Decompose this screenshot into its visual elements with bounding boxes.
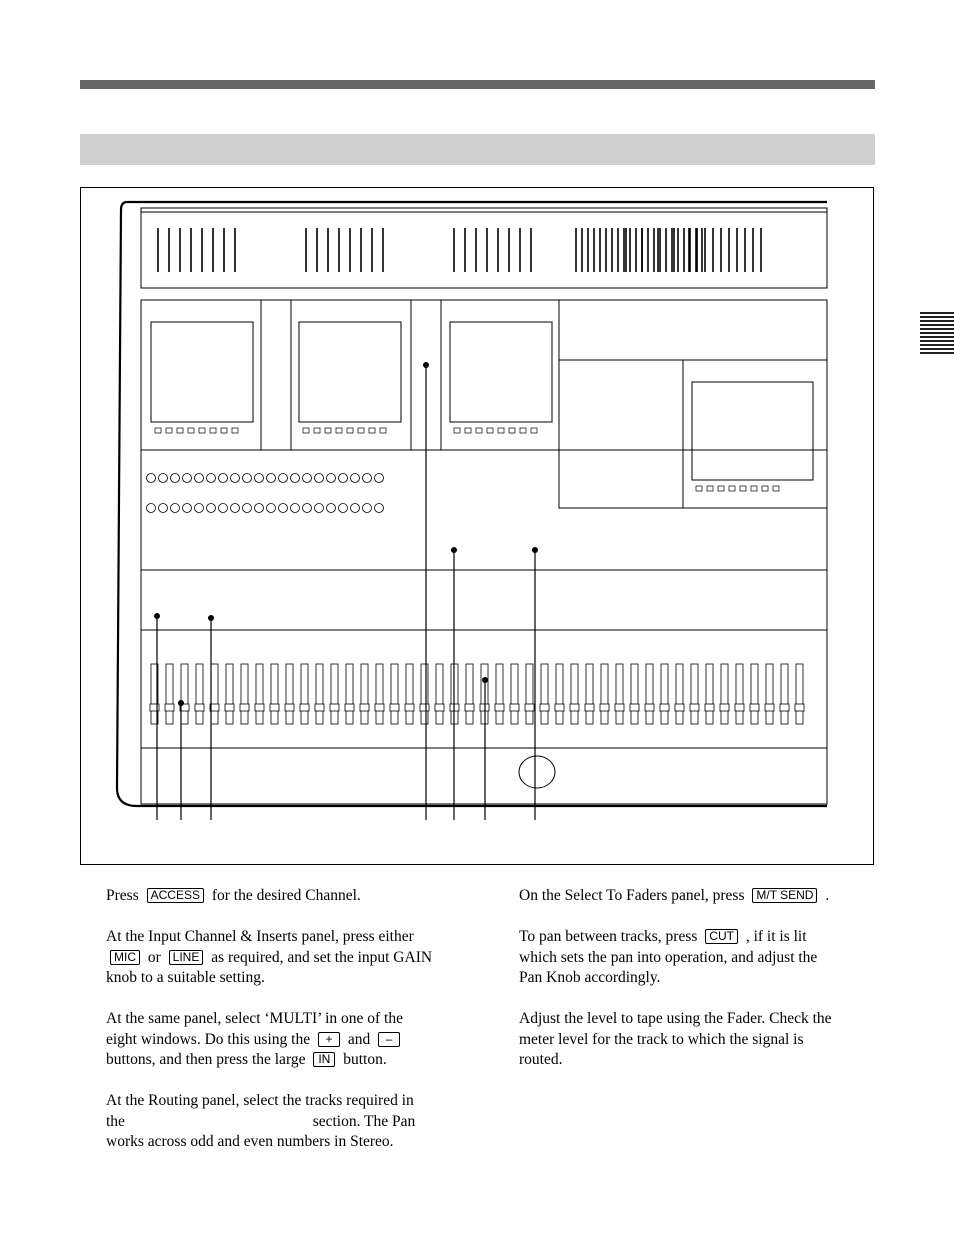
fader-cap xyxy=(375,704,384,711)
rotary-knob xyxy=(243,504,252,513)
screen-button xyxy=(232,428,238,433)
fader-cap xyxy=(405,704,414,711)
rotary-knob xyxy=(375,474,384,483)
screen-button xyxy=(509,428,515,433)
screen-button xyxy=(380,428,386,433)
fader-cap xyxy=(765,704,774,711)
fader-slot xyxy=(166,664,173,724)
rotary-knob xyxy=(315,504,324,513)
rotary-knob xyxy=(231,504,240,513)
console-illustration xyxy=(81,188,875,866)
text: section. The Pan xyxy=(312,1112,416,1130)
fader-cap xyxy=(615,704,624,711)
text: the xyxy=(106,1112,125,1130)
fader-slot xyxy=(646,664,653,724)
rotary-knob xyxy=(339,474,348,483)
fader-cap xyxy=(495,704,504,711)
console-outline xyxy=(117,202,827,806)
text: routed. xyxy=(519,1051,563,1068)
screen-button xyxy=(696,486,702,491)
display-screen xyxy=(450,322,552,422)
fader-cap xyxy=(705,704,714,711)
fader-panel-row xyxy=(141,630,827,748)
fader-cap xyxy=(330,704,339,711)
in-key: IN xyxy=(313,1052,335,1067)
rotary-knob xyxy=(351,474,360,483)
fader-cap xyxy=(540,704,549,711)
fader-slot xyxy=(571,664,578,724)
fader-cap xyxy=(600,704,609,711)
fader-slot xyxy=(796,664,803,724)
rotary-knob xyxy=(327,474,336,483)
screen-button xyxy=(465,428,471,433)
rotary-knob xyxy=(267,504,276,513)
fader-slot xyxy=(496,664,503,724)
screen-button xyxy=(487,428,493,433)
screen-button xyxy=(729,486,735,491)
text: Pan Knob accordingly. xyxy=(519,969,661,986)
fader-slot xyxy=(511,664,518,724)
trackball xyxy=(519,756,555,788)
fader-slot xyxy=(196,664,203,724)
fader-slot xyxy=(376,664,383,724)
rotary-knob xyxy=(303,474,312,483)
rotary-knob xyxy=(219,474,228,483)
text: or xyxy=(147,948,161,966)
step-multi xyxy=(106,1009,466,1071)
console-figure xyxy=(80,187,874,865)
screen-button xyxy=(369,428,375,433)
fader-slot xyxy=(271,664,278,724)
fader-cap xyxy=(225,704,234,711)
access-key: ACCESS xyxy=(147,888,204,903)
screen-button xyxy=(199,428,205,433)
rotary-knob xyxy=(147,504,156,513)
rotary-knob xyxy=(183,504,192,513)
fader-cap xyxy=(630,704,639,711)
rotary-knob xyxy=(255,504,264,513)
fader-cap xyxy=(345,704,354,711)
fader-cap xyxy=(195,704,204,711)
fader-cap xyxy=(435,704,444,711)
text: meter level for the track to which the signal is xyxy=(519,1030,804,1048)
screen-button xyxy=(762,486,768,491)
meter-group xyxy=(158,228,761,272)
fader-cap xyxy=(285,704,294,711)
text: button. xyxy=(343,1051,387,1068)
fader-slot xyxy=(766,664,773,724)
fader-slot xyxy=(211,664,218,724)
module-panel xyxy=(261,300,291,450)
screen-button xyxy=(454,428,460,433)
fader-slot xyxy=(721,664,728,724)
fader-cap xyxy=(735,704,744,711)
step-routing xyxy=(106,1091,466,1153)
chapter-thumb-tab xyxy=(920,312,954,356)
callout-group xyxy=(154,362,538,820)
screen-button xyxy=(358,428,364,433)
rotary-knob xyxy=(207,504,216,513)
text: Press xyxy=(106,887,139,904)
fader-cap xyxy=(150,704,159,711)
rotary-knob xyxy=(375,504,384,513)
text: At the Routing panel, select the tracks required in xyxy=(106,1092,414,1109)
fader-slot xyxy=(241,664,248,724)
fader-slot xyxy=(421,664,428,724)
text: buttons, and then press the large xyxy=(106,1051,306,1068)
fader-cap xyxy=(420,704,429,711)
screen-button xyxy=(520,428,526,433)
step-input-channel xyxy=(106,927,466,989)
fader-slot xyxy=(391,664,398,724)
rotary-knob xyxy=(303,504,312,513)
minus-key: – xyxy=(378,1032,400,1047)
fader-slot xyxy=(691,664,698,724)
fader-slot xyxy=(631,664,638,724)
fader-cap xyxy=(240,704,249,711)
fader-slot xyxy=(181,664,188,724)
rotary-knob xyxy=(159,474,168,483)
screen-button xyxy=(188,428,194,433)
fader-slot xyxy=(706,664,713,724)
rotary-knob xyxy=(147,474,156,483)
fader-slot xyxy=(781,664,788,724)
screen-button xyxy=(177,428,183,433)
fader-slot xyxy=(316,664,323,724)
fader-cap xyxy=(525,704,534,711)
fader-cap xyxy=(360,704,369,711)
rotary-knob xyxy=(243,474,252,483)
text: and xyxy=(347,1030,371,1048)
screen-button xyxy=(155,428,161,433)
fader-slot xyxy=(331,664,338,724)
screen-button xyxy=(740,486,746,491)
rotary-knob xyxy=(327,504,336,513)
rotary-knob xyxy=(315,474,324,483)
text: On the Select To Faders panel, press xyxy=(519,887,745,904)
rotary-knob xyxy=(231,474,240,483)
fader-cap xyxy=(780,704,789,711)
screen-button xyxy=(314,428,320,433)
text: eight windows. Do this using the xyxy=(106,1030,311,1048)
fader-slot xyxy=(541,664,548,724)
fader-cap xyxy=(465,704,474,711)
screen-button xyxy=(210,428,216,433)
screen-button xyxy=(498,428,504,433)
screen-button xyxy=(718,486,724,491)
fader-slot xyxy=(346,664,353,724)
fader-cap xyxy=(720,704,729,711)
display-screen xyxy=(299,322,401,422)
meter-bridge xyxy=(141,208,827,288)
rotary-knob xyxy=(183,474,192,483)
rotary-knob xyxy=(255,474,264,483)
text: Adjust the level to tape using the Fader. Check the xyxy=(519,1010,832,1027)
armrest xyxy=(141,748,827,804)
mt-send-key: M/T SEND xyxy=(752,888,817,903)
screen-button xyxy=(751,486,757,491)
display-screen xyxy=(151,322,253,422)
rotary-knob xyxy=(279,504,288,513)
right-text-column xyxy=(519,886,879,1091)
text: To pan between tracks, press xyxy=(519,928,698,945)
fader-slot xyxy=(466,664,473,724)
screen-button xyxy=(221,428,227,433)
fader-slot xyxy=(616,664,623,724)
fader-cap xyxy=(585,704,594,711)
screen-button xyxy=(476,428,482,433)
rotary-knob xyxy=(351,504,360,513)
screen-button xyxy=(707,486,713,491)
fader-slot xyxy=(751,664,758,724)
fader-cap xyxy=(570,704,579,711)
fader-cap xyxy=(300,704,309,711)
text: , if it is lit xyxy=(745,928,807,945)
text: . xyxy=(825,887,830,904)
fader-slot xyxy=(256,664,263,724)
module-panel xyxy=(559,360,683,508)
screen-button xyxy=(166,428,172,433)
fader-cap xyxy=(675,704,684,711)
rotary-knob xyxy=(363,504,372,513)
step-mt-send xyxy=(519,886,879,907)
fader-slot xyxy=(556,664,563,724)
rotary-knob xyxy=(171,504,180,513)
screen-button xyxy=(347,428,353,433)
fader-slot xyxy=(661,664,668,724)
text: knob to a suitable setting. xyxy=(106,969,265,986)
rotary-knob xyxy=(291,504,300,513)
cut-key: CUT xyxy=(705,929,738,944)
rotary-knob xyxy=(363,474,372,483)
text: as required, and set the input GAIN xyxy=(211,948,433,966)
rotary-knob xyxy=(195,474,204,483)
text: for the desired Channel. xyxy=(211,887,361,904)
step-fader xyxy=(519,1009,879,1071)
strip-panel-row xyxy=(141,570,827,630)
rotary-knob xyxy=(195,504,204,513)
screen-button xyxy=(773,486,779,491)
screen-button xyxy=(336,428,342,433)
fader-cap xyxy=(255,704,264,711)
section-heading-bar xyxy=(80,134,875,165)
header-rule xyxy=(80,80,875,89)
fader-cap xyxy=(690,704,699,711)
screen-button xyxy=(325,428,331,433)
fader-slot xyxy=(736,664,743,724)
rotary-knob xyxy=(291,474,300,483)
fader-slot xyxy=(286,664,293,724)
step-access xyxy=(106,886,466,907)
fader-slot xyxy=(436,664,443,724)
fader-cap xyxy=(165,704,174,711)
rotary-knob xyxy=(219,504,228,513)
rotary-knob xyxy=(267,474,276,483)
fader-slot xyxy=(601,664,608,724)
fader-slot xyxy=(361,664,368,724)
fader-slot xyxy=(676,664,683,724)
fader-cap xyxy=(555,704,564,711)
text: which sets the pan into operation, and adjust the xyxy=(519,948,818,966)
fader-cap xyxy=(510,704,519,711)
text: At the Input Channel & Inserts panel, press either xyxy=(106,928,414,945)
screen-button xyxy=(303,428,309,433)
screen-group xyxy=(151,322,813,491)
rotary-knob xyxy=(339,504,348,513)
text: At the same panel, select ‘MULTI’ in one of the xyxy=(106,1010,403,1027)
screen-button xyxy=(531,428,537,433)
fader-slot xyxy=(226,664,233,724)
fader-cap xyxy=(390,704,399,711)
step-pan xyxy=(519,927,879,989)
fader-slot xyxy=(526,664,533,724)
display-screen xyxy=(692,382,813,480)
fader-slot xyxy=(586,664,593,724)
fader-cap xyxy=(660,704,669,711)
text: works across odd and even numbers in Stereo. xyxy=(106,1133,394,1150)
fader-slot xyxy=(406,664,413,724)
rotary-knob xyxy=(159,504,168,513)
fader-cap xyxy=(795,704,804,711)
fader-slot xyxy=(301,664,308,724)
module-group xyxy=(141,300,827,788)
middle-panel-row xyxy=(141,450,827,570)
fader-cap xyxy=(645,704,654,711)
rotary-knob xyxy=(207,474,216,483)
fader-cap xyxy=(270,704,279,711)
rotary-knob xyxy=(279,474,288,483)
fader-cap xyxy=(315,704,324,711)
plus-key: + xyxy=(318,1032,340,1047)
left-text-column xyxy=(106,886,466,1173)
fader-cap xyxy=(750,704,759,711)
rotary-knob xyxy=(171,474,180,483)
mic-key: MIC xyxy=(110,950,140,965)
line-key: LINE xyxy=(169,950,204,965)
